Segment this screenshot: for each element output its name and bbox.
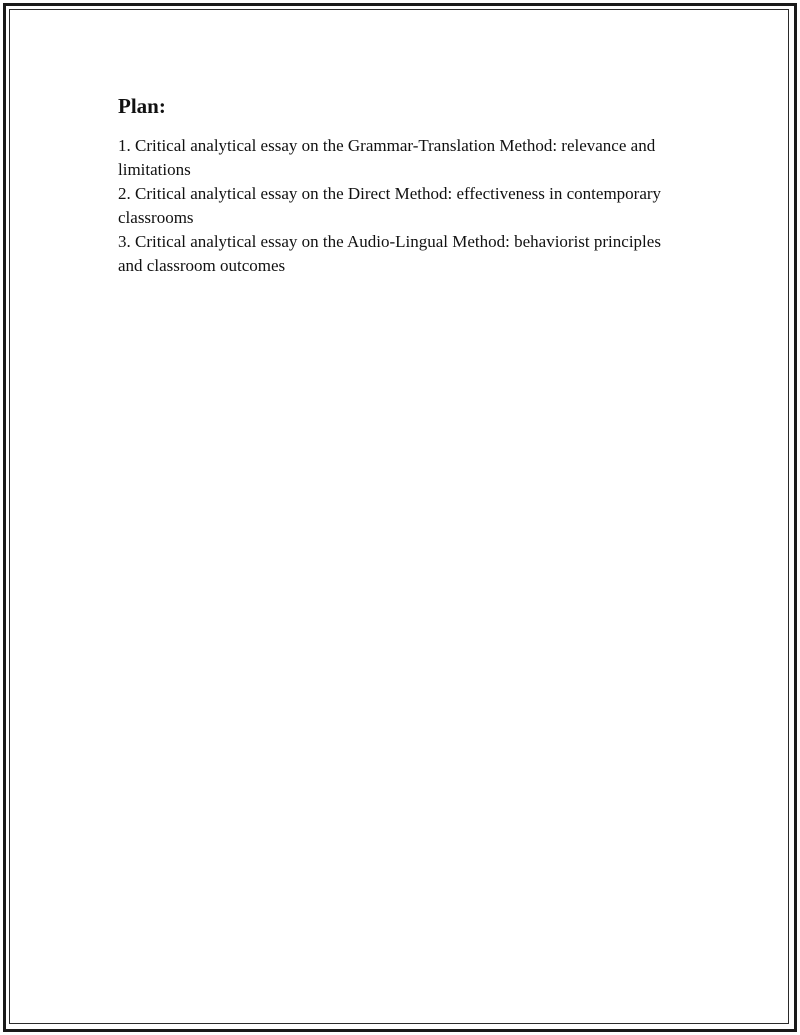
plan-item-2: 2. Critical analytical essay on the Direct Method: effectiveness in contemporary classrooms: [118, 184, 662, 227]
plan-item-1: 1. Critical analytical essay on the Grammar-Translation Method: relevance and limitations: [118, 136, 656, 179]
plan-heading: Plan:: [118, 94, 166, 118]
plan-item-3: 3. Critical analytical essay on the Audio-Lingual Method: behaviorist principles and classroom outcomes: [118, 232, 661, 275]
document-content: [118, 94, 688, 278]
plan-list: [118, 134, 688, 278]
